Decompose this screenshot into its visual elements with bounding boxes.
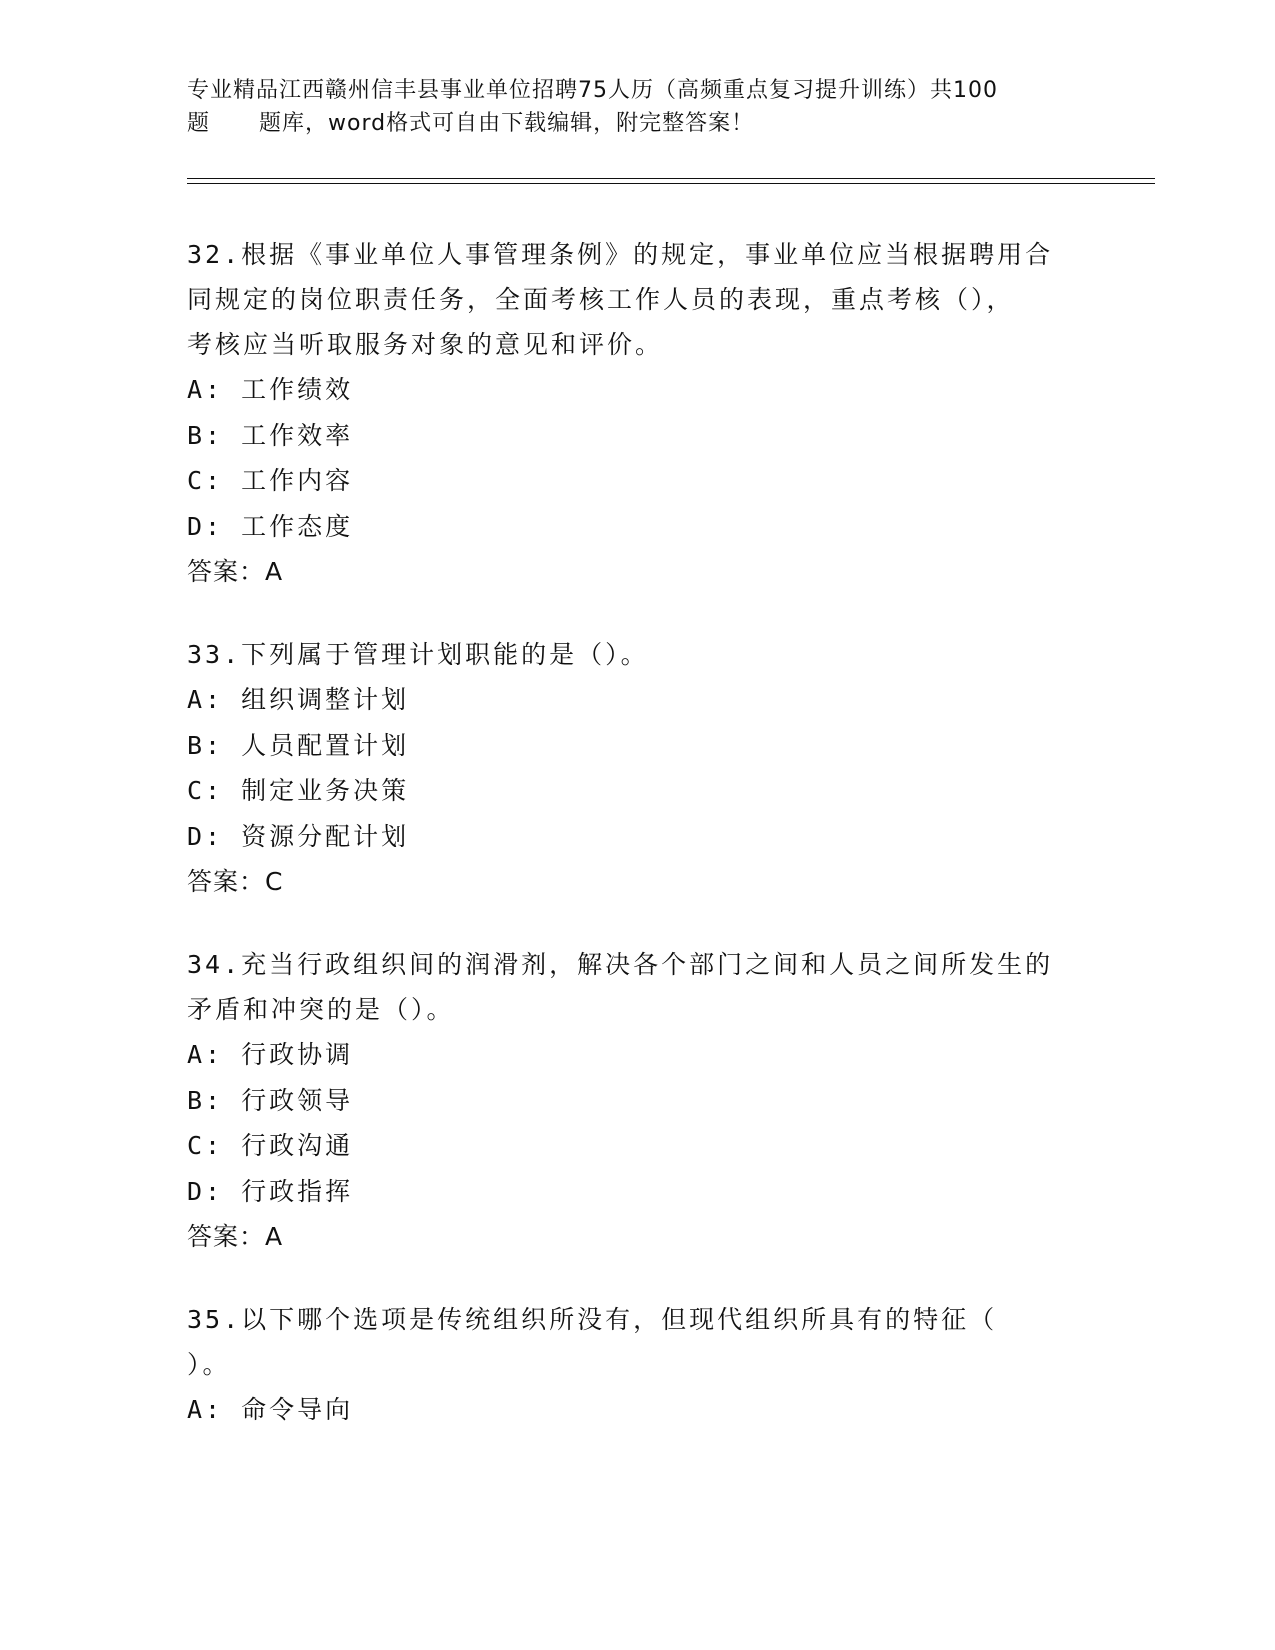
option-c: C: 行政沟通 <box>187 1131 354 1160</box>
question-35 <box>187 1297 1087 1433</box>
stem-line: 32.根据《事业单位人事管理条例》的规定，事业单位应当根据聘用合 <box>187 240 1054 269</box>
question-stem <box>187 632 1087 677</box>
stem-line: ）。 <box>187 1350 231 1379</box>
option-c: C: 工作内容 <box>187 466 354 495</box>
option-a: A: 行政协调 <box>187 1040 354 1069</box>
option-d: D: 资源分配计划 <box>187 821 410 851</box>
document-header <box>187 74 1067 140</box>
header-divider-bottom <box>187 183 1155 184</box>
answer: 答案：A <box>187 557 284 586</box>
question-32 <box>187 232 1087 594</box>
question-stem <box>187 1297 1087 1387</box>
header-title-line1: 专业精品江西赣州信丰县事业单位招聘75人历（高频重点复习提升训练）共100 <box>187 78 998 103</box>
option-a: A: 工作绩效 <box>187 375 354 404</box>
question-34 <box>187 942 1087 1259</box>
answer: 答案：C <box>187 867 284 896</box>
stem-line: 35.以下哪个选项是传统组织所没有，但现代组织所具有的特征（ <box>187 1305 998 1334</box>
question-stem <box>187 232 1087 367</box>
question-stem <box>187 942 1087 1032</box>
stem-line: 同规定的岗位职责任务，全面考核工作人员的表现，重点考核（）， <box>187 285 1015 314</box>
answer: 答案：A <box>187 1222 284 1251</box>
header-divider-top <box>187 178 1155 179</box>
option-b: B: 人员配置计划 <box>187 730 410 760</box>
header-title-line2 <box>187 107 1067 140</box>
question-33 <box>187 632 1087 904</box>
option-b: B: 行政领导 <box>187 1085 354 1115</box>
header-title-line2-tail: 题库，word格式可自由下载编辑，附完整答案！ <box>259 111 755 136</box>
stem-line: 34.充当行政组织间的润滑剂，解决各个部门之间和人员之间所发生的 <box>187 950 1054 979</box>
option-a: A: 组织调整计划 <box>187 685 410 714</box>
question-list <box>187 232 1087 1471</box>
option-d: D: 行政指挥 <box>187 1176 354 1206</box>
stem-line: 33.下列属于管理计划职能的是（）。 <box>187 640 649 669</box>
stem-line: 矛盾和冲突的是（）。 <box>187 995 455 1024</box>
option-d: D: 工作态度 <box>187 511 354 541</box>
header-title-line2-head: 题 <box>187 111 211 136</box>
option-b: B: 工作效率 <box>187 420 354 450</box>
option-c: C: 制定业务决策 <box>187 776 410 805</box>
stem-line: 考核应当听取服务对象的意见和评价。 <box>187 330 664 359</box>
option-a: A: 命令导向 <box>187 1395 354 1424</box>
